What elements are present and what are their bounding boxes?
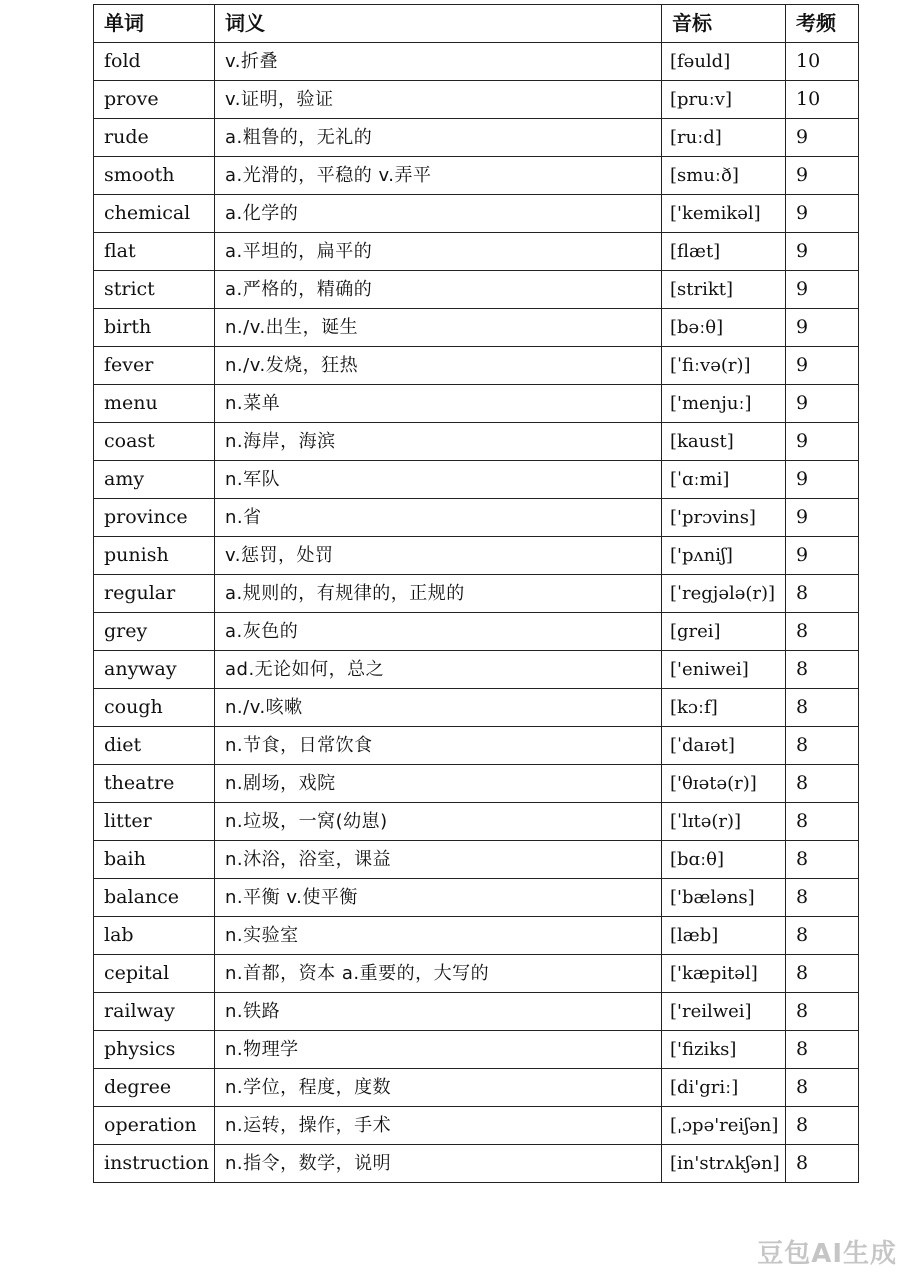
frequency-cell: 8 <box>786 917 859 955</box>
frequency-cell: 8 <box>786 879 859 917</box>
meaning-cell: n.剧场，戏院 <box>215 765 662 803</box>
table-row <box>94 955 859 993</box>
frequency-cell: 9 <box>786 423 859 461</box>
word-cell: fold <box>94 43 215 81</box>
frequency-cell: 8 <box>786 803 859 841</box>
phonetic-cell: ['bæləns] <box>662 879 786 917</box>
meaning-cell: n.运转，操作，手术 <box>215 1107 662 1145</box>
table-row <box>94 993 859 1031</box>
meaning-cell: n./v.发烧，狂热 <box>215 347 662 385</box>
meaning-cell: n./v.咳嗽 <box>215 689 662 727</box>
table-row <box>94 1107 859 1145</box>
phonetic-cell: ['eniwei] <box>662 651 786 689</box>
table-row <box>94 917 859 955</box>
table-row <box>94 575 859 613</box>
phonetic-cell: [ˈɑːmi] <box>662 461 786 499</box>
table-body <box>94 43 859 1183</box>
header-frequency: 考频 <box>786 5 859 43</box>
word-cell: anyway <box>94 651 215 689</box>
word-cell: amy <box>94 461 215 499</box>
meaning-cell: a.规则的，有规律的，正规的 <box>215 575 662 613</box>
table-row <box>94 689 859 727</box>
frequency-cell: 8 <box>786 651 859 689</box>
meaning-cell: a.灰色的 <box>215 613 662 651</box>
frequency-cell: 8 <box>786 689 859 727</box>
phonetic-cell: ['pʌniʃ] <box>662 537 786 575</box>
meaning-cell: n.菜单 <box>215 385 662 423</box>
header-meaning: 词义 <box>215 5 662 43</box>
word-cell: litter <box>94 803 215 841</box>
phonetic-cell: [smuːð] <box>662 157 786 195</box>
word-cell: strict <box>94 271 215 309</box>
phonetic-cell: [di'griː] <box>662 1069 786 1107</box>
table-row <box>94 157 859 195</box>
meaning-cell: n.平衡 v.使平衡 <box>215 879 662 917</box>
phonetic-cell: ['fiziks] <box>662 1031 786 1069</box>
table-row <box>94 81 859 119</box>
frequency-cell: 9 <box>786 119 859 157</box>
frequency-cell: 10 <box>786 81 859 119</box>
table-row <box>94 271 859 309</box>
meaning-cell: a.粗鲁的，无礼的 <box>215 119 662 157</box>
frequency-cell: 8 <box>786 575 859 613</box>
word-cell: lab <box>94 917 215 955</box>
frequency-cell: 9 <box>786 271 859 309</box>
frequency-cell: 8 <box>786 727 859 765</box>
vocabulary-table <box>93 4 859 1183</box>
frequency-cell: 9 <box>786 347 859 385</box>
meaning-cell: a.平坦的，扁平的 <box>215 233 662 271</box>
word-cell: grey <box>94 613 215 651</box>
frequency-cell: 8 <box>786 993 859 1031</box>
table-row <box>94 537 859 575</box>
phonetic-cell: [strikt] <box>662 271 786 309</box>
meaning-cell: n.军队 <box>215 461 662 499</box>
frequency-cell: 9 <box>786 157 859 195</box>
meaning-cell: a.化学的 <box>215 195 662 233</box>
meaning-cell: v.折叠 <box>215 43 662 81</box>
frequency-cell: 9 <box>786 309 859 347</box>
table-row <box>94 651 859 689</box>
word-cell: railway <box>94 993 215 1031</box>
frequency-cell: 9 <box>786 461 859 499</box>
phonetic-cell: [ˈfiːvə(r)] <box>662 347 786 385</box>
meaning-cell: n.指令，数学，说明 <box>215 1145 662 1183</box>
phonetic-cell: ['menjuː] <box>662 385 786 423</box>
phonetic-cell: ['prɔvins] <box>662 499 786 537</box>
meaning-cell: v.惩罚，处罚 <box>215 537 662 575</box>
frequency-cell: 8 <box>786 1031 859 1069</box>
table-row <box>94 423 859 461</box>
frequency-cell: 8 <box>786 765 859 803</box>
frequency-cell: 9 <box>786 195 859 233</box>
watermark: 豆包AI生成 <box>757 1239 897 1269</box>
phonetic-cell: [kaust] <box>662 423 786 461</box>
word-cell: diet <box>94 727 215 765</box>
phonetic-cell: [bəːθ] <box>662 309 786 347</box>
table-row <box>94 43 859 81</box>
meaning-cell: n.首都，资本 a.重要的，大写的 <box>215 955 662 993</box>
phonetic-cell: [flæt] <box>662 233 786 271</box>
phonetic-cell: [pruːv] <box>662 81 786 119</box>
word-cell: flat <box>94 233 215 271</box>
table-row <box>94 803 859 841</box>
table-row <box>94 385 859 423</box>
meaning-cell: n.省 <box>215 499 662 537</box>
table-row <box>94 1031 859 1069</box>
frequency-cell: 9 <box>786 233 859 271</box>
header-phonetic: 音标 <box>662 5 786 43</box>
frequency-cell: 8 <box>786 955 859 993</box>
meaning-cell: n./v.出生，诞生 <box>215 309 662 347</box>
word-cell: rude <box>94 119 215 157</box>
word-cell: province <box>94 499 215 537</box>
table-row <box>94 347 859 385</box>
phonetic-cell: [grei] <box>662 613 786 651</box>
word-cell: cepital <box>94 955 215 993</box>
phonetic-cell: ['θɪətə(r)] <box>662 765 786 803</box>
table-row <box>94 765 859 803</box>
table-row <box>94 195 859 233</box>
frequency-cell: 8 <box>786 1069 859 1107</box>
meaning-cell: v.证明，验证 <box>215 81 662 119</box>
phonetic-cell: [læb] <box>662 917 786 955</box>
frequency-cell: 9 <box>786 385 859 423</box>
word-cell: birth <box>94 309 215 347</box>
table-row <box>94 233 859 271</box>
table-row <box>94 119 859 157</box>
phonetic-cell: [ˈdaɪət] <box>662 727 786 765</box>
phonetic-cell: [ˈlɪtə(r)] <box>662 803 786 841</box>
meaning-cell: n.实验室 <box>215 917 662 955</box>
phonetic-cell: [kɔːf] <box>662 689 786 727</box>
meaning-cell: n.垃圾，一窝(幼崽) <box>215 803 662 841</box>
meaning-cell: a.严格的，精确的 <box>215 271 662 309</box>
meaning-cell: n.节食，日常饮食 <box>215 727 662 765</box>
meaning-cell: n.沐浴，浴室，课益 <box>215 841 662 879</box>
word-cell: physics <box>94 1031 215 1069</box>
table-row <box>94 613 859 651</box>
word-cell: punish <box>94 537 215 575</box>
table-row <box>94 309 859 347</box>
phonetic-cell: [ˌɔpə'reiʃən] <box>662 1107 786 1145</box>
phonetic-cell: [fəuld] <box>662 43 786 81</box>
table-row <box>94 499 859 537</box>
table-row <box>94 461 859 499</box>
frequency-cell: 9 <box>786 537 859 575</box>
word-cell: chemical <box>94 195 215 233</box>
word-cell: smooth <box>94 157 215 195</box>
table-row <box>94 841 859 879</box>
frequency-cell: 9 <box>786 499 859 537</box>
phonetic-cell: ['kemikəl] <box>662 195 786 233</box>
word-cell: operation <box>94 1107 215 1145</box>
word-cell: coast <box>94 423 215 461</box>
meaning-cell: n.海岸，海滨 <box>215 423 662 461</box>
header-word: 单词 <box>94 5 215 43</box>
meaning-cell: ad.无论如何，总之 <box>215 651 662 689</box>
meaning-cell: a.光滑的，平稳的 v.弄平 <box>215 157 662 195</box>
word-cell: balance <box>94 879 215 917</box>
meaning-cell: n.学位，程度，度数 <box>215 1069 662 1107</box>
table-header-row <box>94 5 859 43</box>
table-row <box>94 1145 859 1183</box>
word-cell: regular <box>94 575 215 613</box>
frequency-cell: 8 <box>786 841 859 879</box>
table-row <box>94 1069 859 1107</box>
phonetic-cell: ['reilwei] <box>662 993 786 1031</box>
word-cell: instruction <box>94 1145 215 1183</box>
phonetic-cell: [in'strʌkʃən] <box>662 1145 786 1183</box>
phonetic-cell: ['kæpitəl] <box>662 955 786 993</box>
phonetic-cell: [ruːd] <box>662 119 786 157</box>
word-cell: baih <box>94 841 215 879</box>
phonetic-cell: [ˈregjələ(r)] <box>662 575 786 613</box>
meaning-cell: n.物理学 <box>215 1031 662 1069</box>
word-cell: menu <box>94 385 215 423</box>
frequency-cell: 8 <box>786 1107 859 1145</box>
word-cell: theatre <box>94 765 215 803</box>
word-cell: fever <box>94 347 215 385</box>
frequency-cell: 10 <box>786 43 859 81</box>
table-row <box>94 727 859 765</box>
table-row <box>94 879 859 917</box>
meaning-cell: n.铁路 <box>215 993 662 1031</box>
word-cell: degree <box>94 1069 215 1107</box>
frequency-cell: 8 <box>786 613 859 651</box>
frequency-cell: 8 <box>786 1145 859 1183</box>
word-cell: prove <box>94 81 215 119</box>
phonetic-cell: [bɑːθ] <box>662 841 786 879</box>
word-cell: cough <box>94 689 215 727</box>
